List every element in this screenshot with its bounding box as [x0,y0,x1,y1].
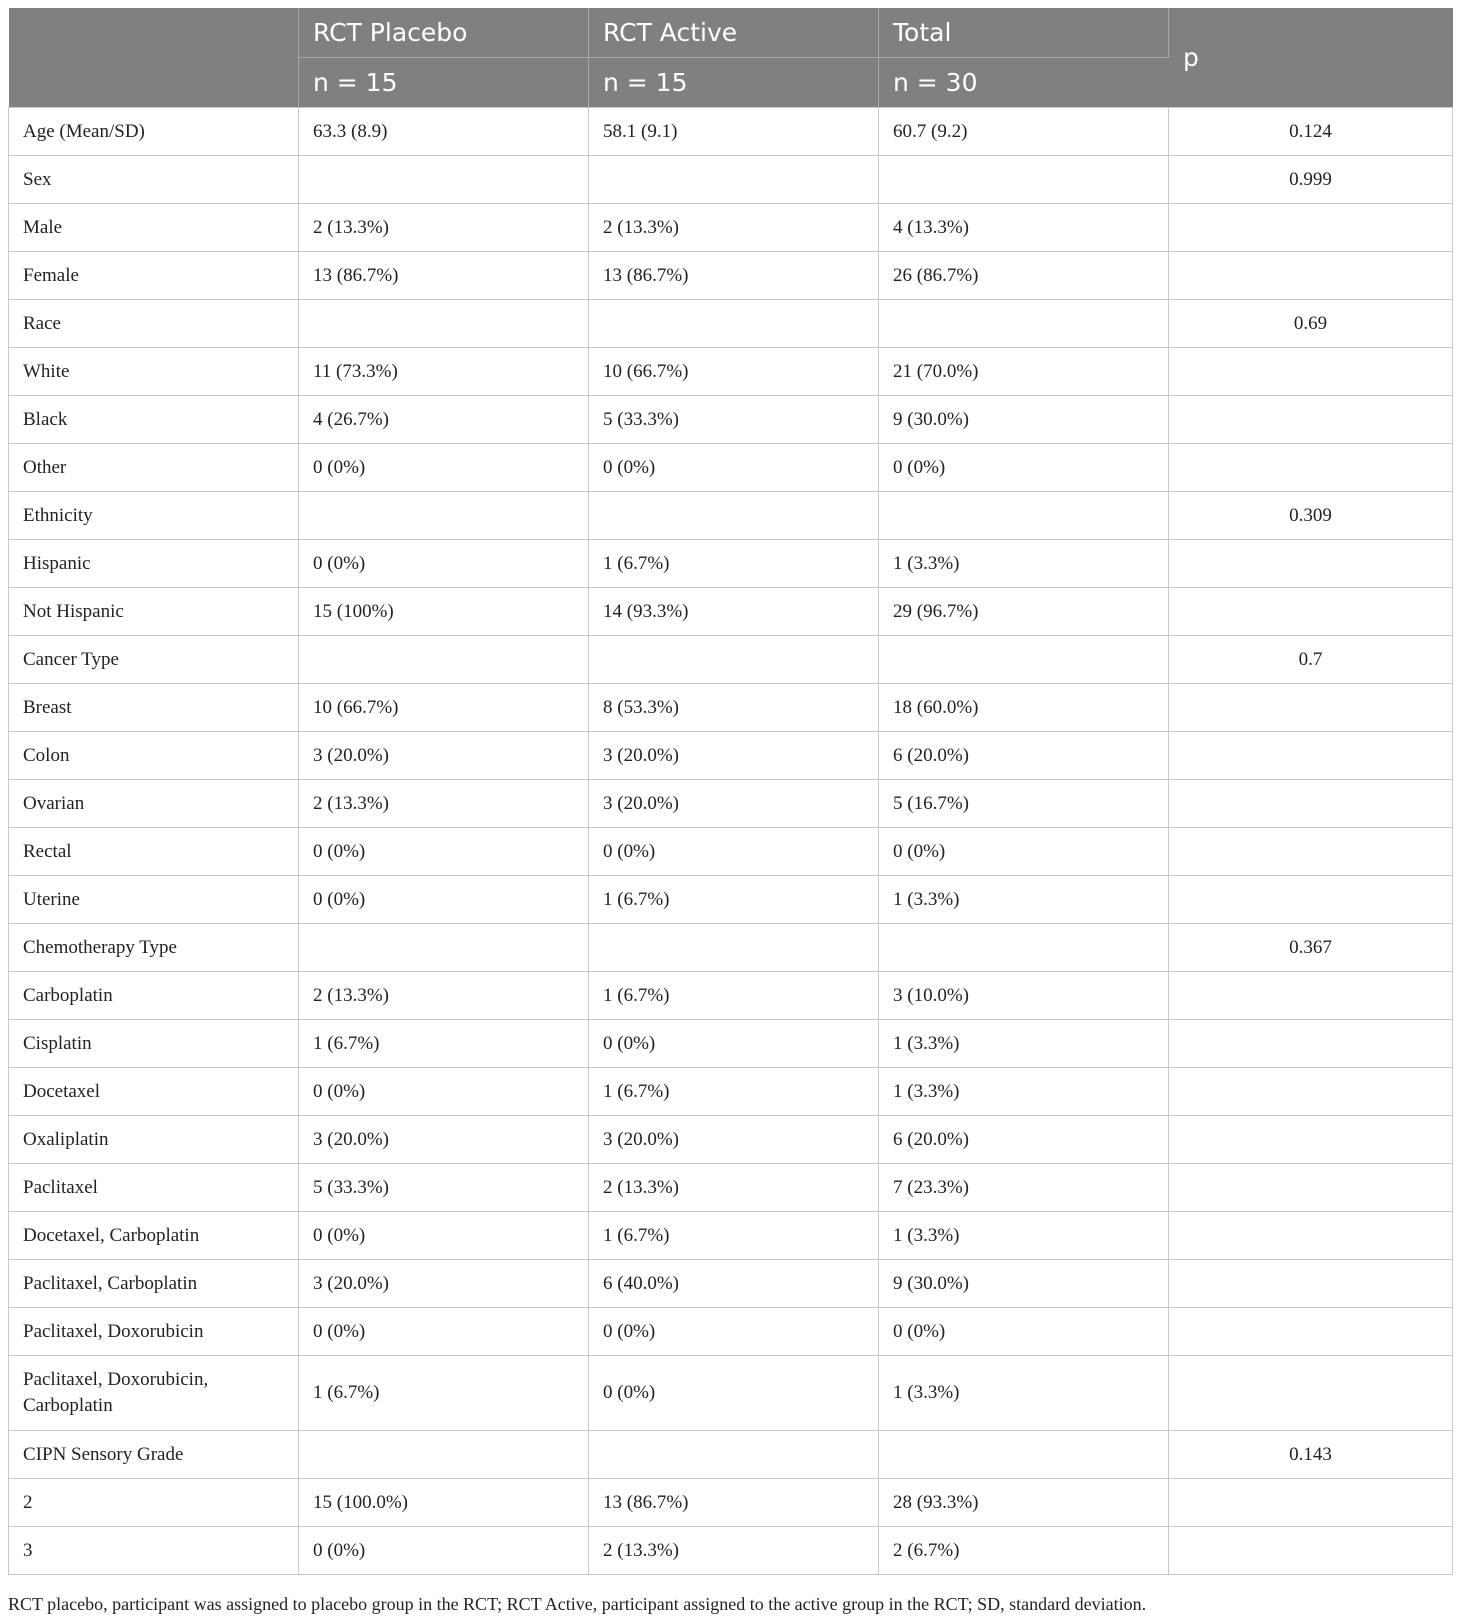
cell-placebo [299,1431,589,1479]
table-footnote: RCT placebo, participant was assigned to placebo group in the RCT; RCT Active, participant assigned to the active group in the RCT; SD, standard deviation. [8,1594,1147,1614]
row-label: Not Hispanic [9,588,299,636]
cell-placebo: 3 (20.0%) [299,1260,589,1308]
header-total: Total [879,8,1169,58]
table-row [9,972,1453,1020]
table-row [9,732,1453,780]
cell-placebo: 0 (0%) [299,1308,589,1356]
cell-total: 2 (6.7%) [879,1527,1169,1575]
header-p-value: p [1169,8,1453,108]
cell-placebo: 2 (13.3%) [299,780,589,828]
table-row [9,924,1453,972]
table-row [9,1308,1453,1356]
cell-p-value [1169,588,1453,636]
cell-placebo: 13 (86.7%) [299,252,589,300]
cell-p-value [1169,1479,1453,1527]
cell-p-value [1169,972,1453,1020]
row-label: Paclitaxel, Doxorubicin [9,1308,299,1356]
header-rct-placebo: RCT Placebo [299,8,589,58]
cell-placebo: 0 (0%) [299,1527,589,1575]
cell-p-value [1169,252,1453,300]
cell-p-value [1169,444,1453,492]
cell-active [589,492,879,540]
row-label: Paclitaxel, Doxorubicin, Carboplatin [9,1356,299,1431]
cell-total: 1 (3.3%) [879,876,1169,924]
cell-placebo: 63.3 (8.9) [299,108,589,156]
row-label: Cancer Type [9,636,299,684]
cell-total: 1 (3.3%) [879,1212,1169,1260]
cell-total: 18 (60.0%) [879,684,1169,732]
cell-p-value [1169,876,1453,924]
cell-total: 28 (93.3%) [879,1479,1169,1527]
header-rct-active: RCT Active [589,8,879,58]
row-label: Oxaliplatin [9,1116,299,1164]
cell-placebo: 15 (100%) [299,588,589,636]
cell-p-value [1169,828,1453,876]
cell-placebo: 3 (20.0%) [299,732,589,780]
cell-active: 1 (6.7%) [589,876,879,924]
cell-total: 7 (23.3%) [879,1164,1169,1212]
cell-p-value [1169,684,1453,732]
cell-active: 3 (20.0%) [589,780,879,828]
cell-total [879,156,1169,204]
header-n-active: n = 15 [589,58,879,108]
cell-total: 9 (30.0%) [879,1260,1169,1308]
row-label: Ovarian [9,780,299,828]
cell-p-value: 0.124 [1169,108,1453,156]
cell-total: 1 (3.3%) [879,1020,1169,1068]
table-row [9,156,1453,204]
cell-active: 2 (13.3%) [589,204,879,252]
table-row [9,876,1453,924]
row-label: Other [9,444,299,492]
table-body [9,108,1453,1575]
cell-total: 26 (86.7%) [879,252,1169,300]
cell-total: 1 (3.3%) [879,540,1169,588]
cell-placebo: 5 (33.3%) [299,1164,589,1212]
cell-p-value [1169,1116,1453,1164]
cell-active [589,1431,879,1479]
cell-active: 0 (0%) [589,444,879,492]
table-row [9,1479,1453,1527]
cell-p-value [1169,780,1453,828]
cell-active: 5 (33.3%) [589,396,879,444]
cell-total [879,636,1169,684]
cell-p-value [1169,732,1453,780]
table-row [9,252,1453,300]
row-label: Sex [9,156,299,204]
cell-total: 60.7 (9.2) [879,108,1169,156]
cell-placebo: 3 (20.0%) [299,1116,589,1164]
cell-total: 29 (96.7%) [879,588,1169,636]
table-row [9,1020,1453,1068]
cell-p-value [1169,396,1453,444]
header-n-total: n = 30 [879,58,1169,108]
row-label: Black [9,396,299,444]
table-row [9,1164,1453,1212]
cell-placebo: 0 (0%) [299,1068,589,1116]
cell-placebo: 10 (66.7%) [299,684,589,732]
cell-placebo: 0 (0%) [299,876,589,924]
cell-p-value: 0.999 [1169,156,1453,204]
cell-total [879,300,1169,348]
cell-active: 2 (13.3%) [589,1527,879,1575]
cell-p-value [1169,204,1453,252]
cell-total: 5 (16.7%) [879,780,1169,828]
cell-p-value: 0.309 [1169,492,1453,540]
row-label: Breast [9,684,299,732]
cell-p-value [1169,1308,1453,1356]
cell-active: 0 (0%) [589,1356,879,1431]
table-row [9,1260,1453,1308]
row-label: 3 [9,1527,299,1575]
table-row [9,396,1453,444]
table-row [9,636,1453,684]
row-label: White [9,348,299,396]
table-row [9,204,1453,252]
cell-placebo [299,156,589,204]
cell-p-value [1169,1164,1453,1212]
cell-active: 6 (40.0%) [589,1260,879,1308]
cell-p-value: 0.367 [1169,924,1453,972]
cell-active: 1 (6.7%) [589,972,879,1020]
cell-active: 2 (13.3%) [589,1164,879,1212]
cell-placebo: 4 (26.7%) [299,396,589,444]
cell-total: 1 (3.3%) [879,1356,1169,1431]
cell-total: 9 (30.0%) [879,396,1169,444]
table-row [9,492,1453,540]
table-row [9,684,1453,732]
cell-p-value: 0.143 [1169,1431,1453,1479]
row-label: 2 [9,1479,299,1527]
cell-active: 0 (0%) [589,828,879,876]
cell-total: 0 (0%) [879,444,1169,492]
row-label: Carboplatin [9,972,299,1020]
row-label: Female [9,252,299,300]
cell-active: 1 (6.7%) [589,1068,879,1116]
cell-total: 0 (0%) [879,1308,1169,1356]
cell-placebo: 11 (73.3%) [299,348,589,396]
table-header [9,8,1453,108]
row-label: Colon [9,732,299,780]
table-row [9,1116,1453,1164]
cell-active: 13 (86.7%) [589,1479,879,1527]
cell-placebo [299,492,589,540]
cell-placebo: 0 (0%) [299,828,589,876]
cell-placebo: 0 (0%) [299,444,589,492]
cell-placebo: 1 (6.7%) [299,1020,589,1068]
table-row [9,1527,1453,1575]
cell-active: 58.1 (9.1) [589,108,879,156]
table-row [9,108,1453,156]
cell-placebo: 2 (13.3%) [299,972,589,1020]
cell-p-value [1169,1356,1453,1431]
cell-active: 14 (93.3%) [589,588,879,636]
cell-total: 0 (0%) [879,828,1169,876]
cell-total [879,1431,1169,1479]
cell-p-value [1169,1260,1453,1308]
cell-placebo [299,924,589,972]
cell-p-value [1169,1527,1453,1575]
table-row [9,348,1453,396]
table-row [9,588,1453,636]
cell-total [879,924,1169,972]
row-label: Uterine [9,876,299,924]
row-label: Ethnicity [9,492,299,540]
row-label: Age (Mean/SD) [9,108,299,156]
cell-p-value [1169,540,1453,588]
row-label: Paclitaxel, Carboplatin [9,1260,299,1308]
cell-p-value [1169,1212,1453,1260]
cell-p-value [1169,1020,1453,1068]
row-label: Docetaxel [9,1068,299,1116]
cell-placebo [299,300,589,348]
demographics-table [8,8,1453,1575]
cell-active [589,300,879,348]
table-row [9,1431,1453,1479]
cell-p-value: 0.69 [1169,300,1453,348]
cell-active: 1 (6.7%) [589,1212,879,1260]
row-label: Cisplatin [9,1020,299,1068]
table-row [9,300,1453,348]
row-label: Race [9,300,299,348]
table-row [9,780,1453,828]
cell-placebo: 2 (13.3%) [299,204,589,252]
cell-total: 6 (20.0%) [879,1116,1169,1164]
header-row-groups [9,8,1453,58]
cell-placebo [299,636,589,684]
cell-placebo: 15 (100.0%) [299,1479,589,1527]
cell-active: 3 (20.0%) [589,1116,879,1164]
cell-total: 4 (13.3%) [879,204,1169,252]
cell-placebo: 1 (6.7%) [299,1356,589,1431]
row-label: Chemotherapy Type [9,924,299,972]
table-row [9,444,1453,492]
cell-p-value [1169,348,1453,396]
cell-p-value: 0.7 [1169,636,1453,684]
cell-total: 6 (20.0%) [879,732,1169,780]
cell-active: 0 (0%) [589,1308,879,1356]
cell-placebo: 0 (0%) [299,1212,589,1260]
cell-total: 3 (10.0%) [879,972,1169,1020]
table-row [9,828,1453,876]
cell-active [589,156,879,204]
row-label: Rectal [9,828,299,876]
cell-active: 10 (66.7%) [589,348,879,396]
row-label: Docetaxel, Carboplatin [9,1212,299,1260]
cell-total: 21 (70.0%) [879,348,1169,396]
cell-active: 8 (53.3%) [589,684,879,732]
table-row [9,1068,1453,1116]
cell-placebo: 0 (0%) [299,540,589,588]
cell-p-value [1169,1068,1453,1116]
row-label: Hispanic [9,540,299,588]
cell-active [589,924,879,972]
row-label: Male [9,204,299,252]
cell-total: 1 (3.3%) [879,1068,1169,1116]
table-row [9,1356,1453,1431]
cell-active: 1 (6.7%) [589,540,879,588]
demographics-table-container [8,8,1452,1575]
cell-active: 3 (20.0%) [589,732,879,780]
table-row [9,1212,1453,1260]
cell-active: 0 (0%) [589,1020,879,1068]
row-label: CIPN Sensory Grade [9,1431,299,1479]
table-row [9,540,1453,588]
header-blank-cell [9,8,299,108]
row-label: Paclitaxel [9,1164,299,1212]
cell-total [879,492,1169,540]
cell-active [589,636,879,684]
header-n-placebo: n = 15 [299,58,589,108]
cell-active: 13 (86.7%) [589,252,879,300]
